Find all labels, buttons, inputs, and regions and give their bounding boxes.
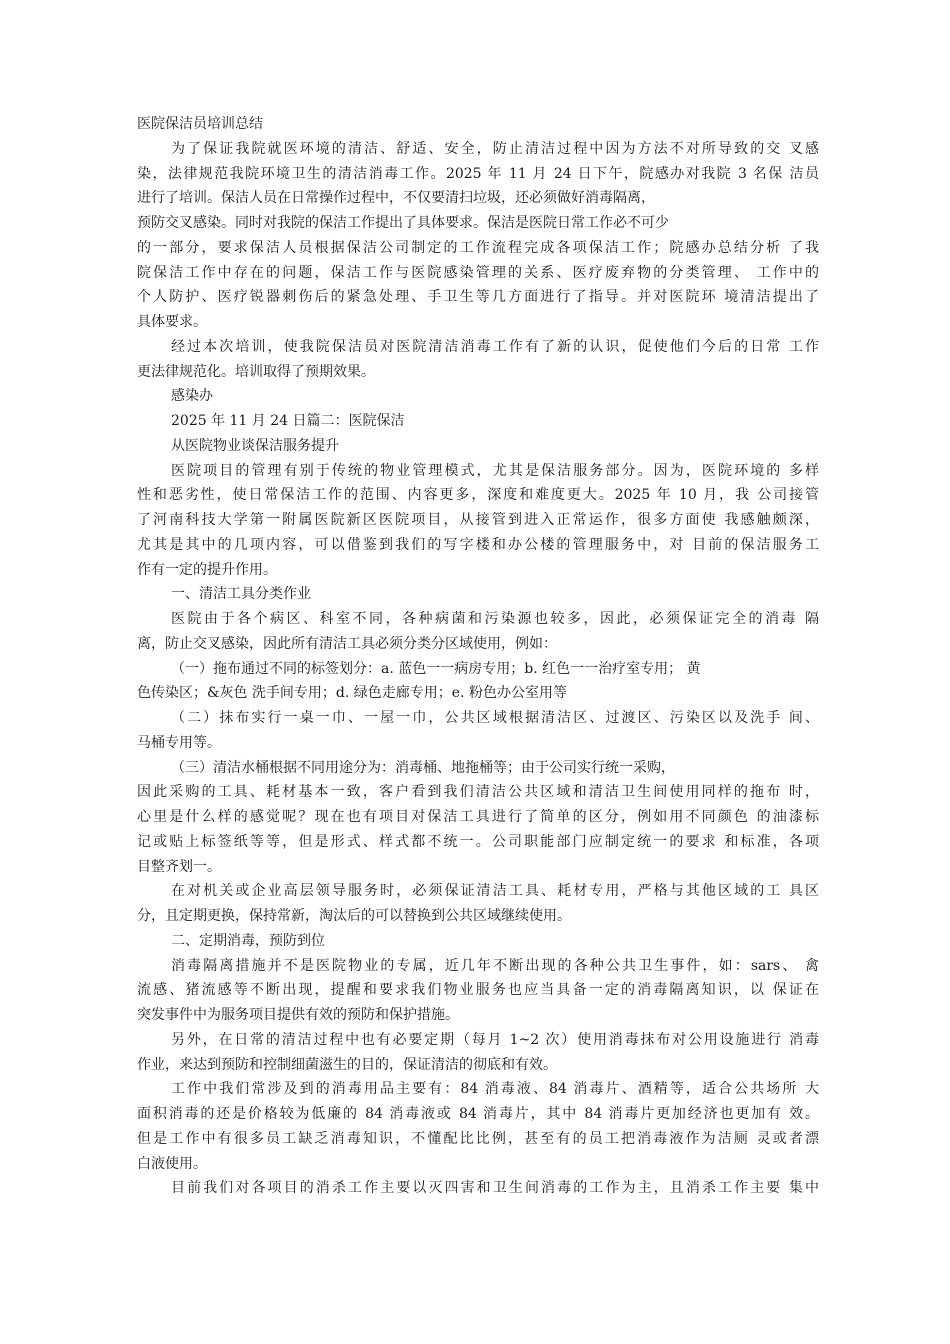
text-line: 在对机关或企业高层领导服务时，必须保证清洁工具、耗材专用，严格与其他区域的工 具区: [171, 883, 819, 900]
text-line: 工作中我们常涉及到的消毒用品主要有：84 消毒液、84 消毒片、酒精等，适合公共场所 大: [171, 1081, 819, 1098]
text-line: 进行了培训。保洁人员在日常操作过程中，不仅要清扫垃圾，还必须做好消毒隔离，: [137, 190, 655, 207]
text-line: 消毒隔离措施并不是医院物业的专属，近几年不断出现的各种公共卫生事件，如：sars、 禽: [171, 957, 819, 974]
document-page: [137, 112, 819, 1201]
text-line: 了河南科技大学第一附属医院新区医院项目，从接管到进入正常运作，很多方面使 我感触颇深，: [137, 512, 819, 528]
text-line: 作有一定的提升作用。: [137, 561, 277, 578]
text-line: 但是工作中有很多员工缺乏消毒知识，不懂配比比例，甚至有的员工把消毒液作为洁厕 灵或者漂: [137, 1130, 819, 1147]
document-title: 医院保洁员培训总结: [137, 116, 263, 132]
text-line: 白液使用。: [137, 1155, 207, 1172]
text-line: 心里是什么样的感觉呢？现在也有项目对保洁工具进行了简单的区分，例如用不同颜色 的油漆标: [137, 809, 819, 825]
text-line: 预防交叉感染。同时对我院的保洁工作提出了具体要求。保洁是医院日常工作必不可少: [137, 215, 669, 231]
text-line: 目整齐划一。: [137, 858, 221, 875]
text-line: 流感、猪流感等不断出现，提醒和要求我们物业服务也应当具备一定的消毒隔离知识，以 保证在: [137, 982, 819, 999]
text-line: 分，且定期更换，保持常新，淘汰后的可以替换到公共区域继续使用。: [137, 908, 571, 924]
text-line: 感染办: [171, 388, 213, 405]
text-line: 从医院物业谈保洁服务提升: [171, 437, 339, 454]
text-line: 为了保证我院就医环境的清洁、舒适、安全，防止清洁过程中因为方法不对所导致的交 叉感: [171, 140, 819, 157]
text-line: 目前我们对各项目的消杀工作主要以灭四害和卫生间消毒的工作为主，且消杀工作主要 集中: [171, 1180, 819, 1197]
text-line: 作业，来达到预防和控制细菌滋生的目的，保证清洁的彻底和有效。: [137, 1056, 557, 1073]
text-line: （三）清洁水桶根据不同用途分为：消毒桶、地拖桶等；由于公司实行统一采购，: [171, 759, 675, 776]
text-line: 一、清洁工具分类作业: [171, 586, 311, 603]
text-line: 性和恶劣性，使日常保洁工作的范围、内容更多，深度和难度更大。2025 年 10 月，我 公司接管: [137, 487, 819, 504]
text-line: （一）拖布通过不同的标签划分：a. 蓝色一一病房专用；b. 红色一一治疗室专用； 黄: [171, 660, 701, 677]
text-line: 因此采购的工具、耗材基本一致，客户看到我们清洁公共区域和清洁卫生间使用同样的拖布 时，: [137, 784, 819, 801]
text-line: 色传染区；&灰色 洗手间专用；d. 绿色走廊专用；e. 粉色办公室用等: [137, 685, 567, 702]
text-line: 医院由于各个病区、科室不同，各种病菌和污染源也较多，因此，必须保证完全的消毒 隔: [171, 611, 819, 627]
text-line: 院保洁工作中存在的问题，保洁工作与医院感染管理的关系、医疗废弃物的分类管理、 工作中的: [137, 264, 819, 281]
text-line: 尤其是其中的几项内容，可以借鉴到我们的写字楼和办公楼的管理服务中，对 目前的保洁服务工: [137, 536, 819, 553]
text-line: 离，防止交叉感染，因此所有清洁工具必须分类分区域使用，例如：: [137, 635, 557, 652]
text-line: 医院项目的管理有别于传统的物业管理模式，尤其是保洁服务部分。因为，医院环境的 多样: [171, 462, 819, 479]
text-line: 个人防护、医疗锐器刺伤后的紧急处理、手卫生等几方面进行了指导。并对医院环 境清洁提出了: [137, 289, 819, 306]
text-line: 突发事件中为服务项目提供有效的预防和保护措施。: [137, 1007, 459, 1023]
text-line: 二、定期消毒，预防到位: [171, 932, 325, 949]
text-line: 经过本次培训，使我院保洁员对医院清洁消毒工作有了新的认识，促使他们今后的日常 工作: [171, 338, 819, 355]
text-line: 马桶专用等。: [137, 734, 221, 751]
text-line: 更法律规范化。培训取得了预期效果。: [137, 363, 375, 380]
text-line: （二）抹布实行一桌一巾、一屋一巾，公共区域根据清洁区、过渡区、污染区以及洗手 间、: [171, 710, 819, 726]
text-line: 另外，在日常的清洁过程中也有必要定期（每月 1~2 次）使用消毒抹布对公用设施进行 消毒: [171, 1031, 819, 1048]
text-line: 染，法律规范我院环境卫生的清洁消毒工作。2025 年 11 月 24 日下午，院感办对我院 3 名保 洁员: [137, 165, 819, 182]
text-line: 具体要求。: [137, 314, 207, 330]
text-line: 的一部分，要求保洁人员根据保洁公司制定的工作流程完成各项保洁工作；院感办总结分析 了我: [137, 239, 819, 256]
text-line: 记或贴上标签纸等等，但是形式、样式都不统一。公司职能部门应制定统一的要求 和标准，各项: [137, 833, 819, 850]
text-line: 2025 年 11 月 24 日篇二：医院保洁: [171, 413, 405, 429]
text-line: 面积消毒的还是价格较为低廉的 84 消毒液或 84 消毒片，其中 84 消毒片更加经济也更加有 效。: [137, 1106, 819, 1122]
